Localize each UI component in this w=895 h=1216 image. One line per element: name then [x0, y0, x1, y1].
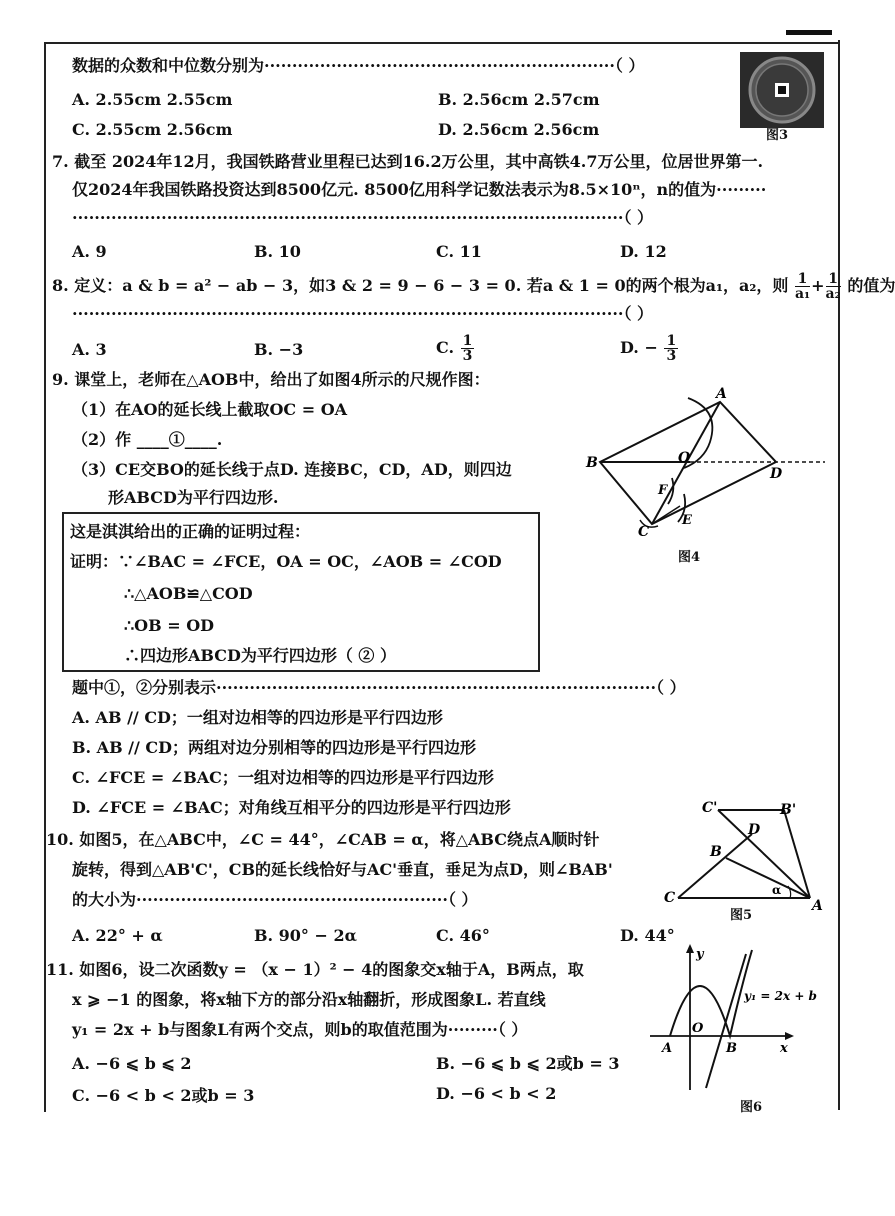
- q8-tail: 的值为: [847, 276, 895, 295]
- frame-top-border: [44, 42, 840, 44]
- figure-5-diagram: [660, 800, 830, 914]
- fig6-label-y: y: [696, 947, 704, 962]
- q11-line2: x ⩾ −1 的图象，将x轴下方的部分沿x轴翻折，形成图象L. 若直线: [72, 990, 546, 1009]
- fig5-label-d: D: [748, 822, 761, 838]
- fig4-label-d: D: [770, 466, 783, 482]
- q10-option-a: A. 22° + α: [72, 926, 163, 945]
- fig5-label-a: A: [812, 898, 823, 914]
- q9-step-1: （1）在AO的延长线上截取OC = OA: [72, 400, 348, 419]
- proof-line-4: ∴四边形ABCD为平行四边形（ ② ）: [124, 646, 396, 665]
- q8-plus: +: [811, 276, 825, 295]
- q11-line3: y₁ = 2x + b与图象L有两个交点，则b的取值范围为·········（ ）: [72, 1020, 528, 1039]
- fig6-label-x: x: [780, 1041, 788, 1056]
- q7-line1: 7. 截至 2024年12月，我国铁路营业里程已达到16.2万公里，其中高铁4.7万公里，位居世界第一.: [52, 152, 764, 171]
- fig6-label-o: O: [692, 1021, 704, 1036]
- q6-option-c: C. 2.55cm 2.56cm: [72, 120, 233, 139]
- q10-option-b: B. 90° − 2α: [254, 926, 357, 945]
- q11-option-c: C. −6 < b < 2或b = 3: [72, 1086, 255, 1105]
- q7-line2: 仅2024年我国铁路投资达到8500亿元. 8500亿用科学记数法表示为8.5×10ⁿ，n的值为·········: [72, 180, 767, 199]
- q8-fraction-1: [795, 272, 810, 301]
- q10-line2: 旋转，得到△AB'C'，CB的延长线恰好与AC'垂直，垂足为点D，则∠BAB': [72, 860, 613, 879]
- fig6-x-arrow: [785, 1032, 794, 1040]
- q6-option-b: B. 2.56cm 2.57cm: [438, 90, 600, 109]
- fig6-graph-l: [670, 950, 752, 1036]
- fig5-segment-ba: [726, 858, 810, 898]
- q8-option-d-label: D. −: [620, 338, 658, 357]
- fig4-label-a: A: [716, 386, 727, 402]
- fig4-label-o: O: [678, 450, 691, 466]
- fig5-label-c-prime: C': [702, 800, 718, 816]
- corner-mark: [786, 30, 832, 35]
- figure-3-coin: [740, 52, 824, 128]
- q8-d-num: 1: [666, 333, 677, 349]
- q10-option-c: C. 46°: [436, 926, 490, 945]
- q7-option-b: B. 10: [254, 242, 301, 261]
- q8-line2: ···································································································（ ）: [72, 304, 654, 323]
- q8-d-den: 3: [666, 348, 677, 364]
- q10-option-d: D. 44°: [620, 926, 675, 945]
- q7-option-c: C. 11: [436, 242, 482, 261]
- q8-line1: [52, 272, 895, 301]
- q6-option-d: D. 2.56cm 2.56cm: [438, 120, 600, 139]
- q9-option-d: D. ∠FCE = ∠BAC；对角线互相平分的四边形是平行四边形: [72, 798, 511, 817]
- q6-option-a: A. 2.55cm 2.55cm: [72, 90, 233, 109]
- fig4-label-c: C: [638, 524, 650, 540]
- q9-option-a: A. AB // CD；一组对边相等的四边形是平行四边形: [72, 708, 443, 727]
- q8-frac2-num: 1: [826, 272, 841, 287]
- figure-4-caption: 图4: [678, 550, 701, 565]
- figure-3-caption: 图3: [766, 128, 789, 143]
- q8-option-c-label: C.: [436, 338, 455, 357]
- q7-option-d: D. 12: [620, 242, 667, 261]
- figure-4-diagram: [580, 380, 830, 550]
- fig4-label-e: E: [682, 513, 692, 528]
- q8-c-num: 1: [462, 333, 473, 349]
- fig6-line-y1: [706, 954, 746, 1088]
- fig4-label-f: F: [658, 483, 668, 498]
- q6-stem: 数据的众数和中位数分别为·······························································（ ）: [72, 56, 645, 75]
- fig6-label-b: B: [726, 1041, 737, 1056]
- proof-title: 这是淇淇给出的正确的证明过程：: [70, 522, 311, 541]
- q8-definition: 8. 定义：a & b = a² − ab − 3，如3 & 2 = 9 − 6 − 3 = 0. 若a & 1 = 0的两个根为a₁，a₂，则: [52, 276, 789, 295]
- q10-line3: 的大小为························································（ ）: [72, 890, 478, 909]
- q8-option-d: [620, 334, 679, 363]
- q8-option-b: B. −3: [254, 340, 304, 359]
- q8-c-den: 3: [462, 348, 473, 364]
- proof-line-3: ∴OB = OD: [124, 616, 214, 635]
- q8-frac1-num: 1: [795, 272, 810, 287]
- q9-step-3a: （3）CE交BO的延长线于点D. 连接BC，CD，AD，则四边: [72, 460, 512, 479]
- q8-option-c: [436, 334, 475, 363]
- fig6-y-arrow: [686, 944, 694, 953]
- q8-option-a: A. 3: [72, 340, 107, 359]
- q11-option-a: A. −6 ⩽ b ⩽ 2: [72, 1054, 192, 1073]
- q7-option-a: A. 9: [72, 242, 107, 261]
- q11-option-d: D. −6 < b < 2: [436, 1084, 557, 1103]
- frame-right-border: [838, 40, 840, 1110]
- fig5-label-b: B: [710, 844, 722, 860]
- q8-option-d-fraction: [664, 334, 678, 363]
- q9-step-2: （2）作 ____①____.: [72, 430, 223, 449]
- q9-stem: 9. 课堂上，老师在△AOB中，给出了如图4所示的尺规作图：: [52, 370, 490, 389]
- proof-line-1: 证明：∵∠BAC = ∠FCE，OA = OC，∠AOB = ∠COD: [70, 552, 502, 571]
- q8-frac1-den: a₁: [794, 286, 811, 302]
- frame-left-border: [44, 42, 46, 1112]
- q8-option-c-fraction: [461, 334, 475, 363]
- fig6-label-a: A: [662, 1041, 673, 1056]
- q8-fraction-2: [826, 272, 841, 301]
- figure-6-graph: [648, 944, 817, 1094]
- figure-6-caption: 图6: [740, 1100, 763, 1115]
- fig6-label-line: y₁ = 2x + b: [744, 989, 817, 1003]
- q9-option-c: C. ∠FCE = ∠BAC；一组对边相等的四边形是平行四边形: [72, 768, 494, 787]
- fig5-label-c: C: [664, 890, 676, 906]
- fig5-label-b-prime: B': [780, 802, 797, 818]
- fig4-label-b: B: [586, 455, 598, 471]
- q9-option-b: B. AB // CD；两组对边分别相等的四边形是平行四边形: [72, 738, 477, 757]
- figure-5-caption: 图5: [730, 908, 753, 923]
- proof-line-2: ∴△AOB≌△COD: [124, 584, 253, 603]
- q10-line1: 10. 如图5，在△ABC中，∠C = 44°，∠CAB = α，将△ABC绕点A顺时针: [46, 830, 600, 849]
- q11-line1: 11. 如图6，设二次函数y = （x − 1）² − 4的图象交x轴于A，B两点，取: [46, 960, 584, 979]
- fig5-label-alpha: α: [772, 883, 782, 897]
- q9-step-3b: 形ABCD为平行四边形.: [108, 488, 279, 507]
- q11-option-b: B. −6 ⩽ b ⩽ 2或b = 3: [436, 1054, 620, 1073]
- q9-ask: 题中①，②分别表示···············································································（ ）: [72, 678, 686, 697]
- q7-line3: ···································································································（ ）: [72, 208, 654, 227]
- q8-frac2-den: a₂: [825, 286, 841, 302]
